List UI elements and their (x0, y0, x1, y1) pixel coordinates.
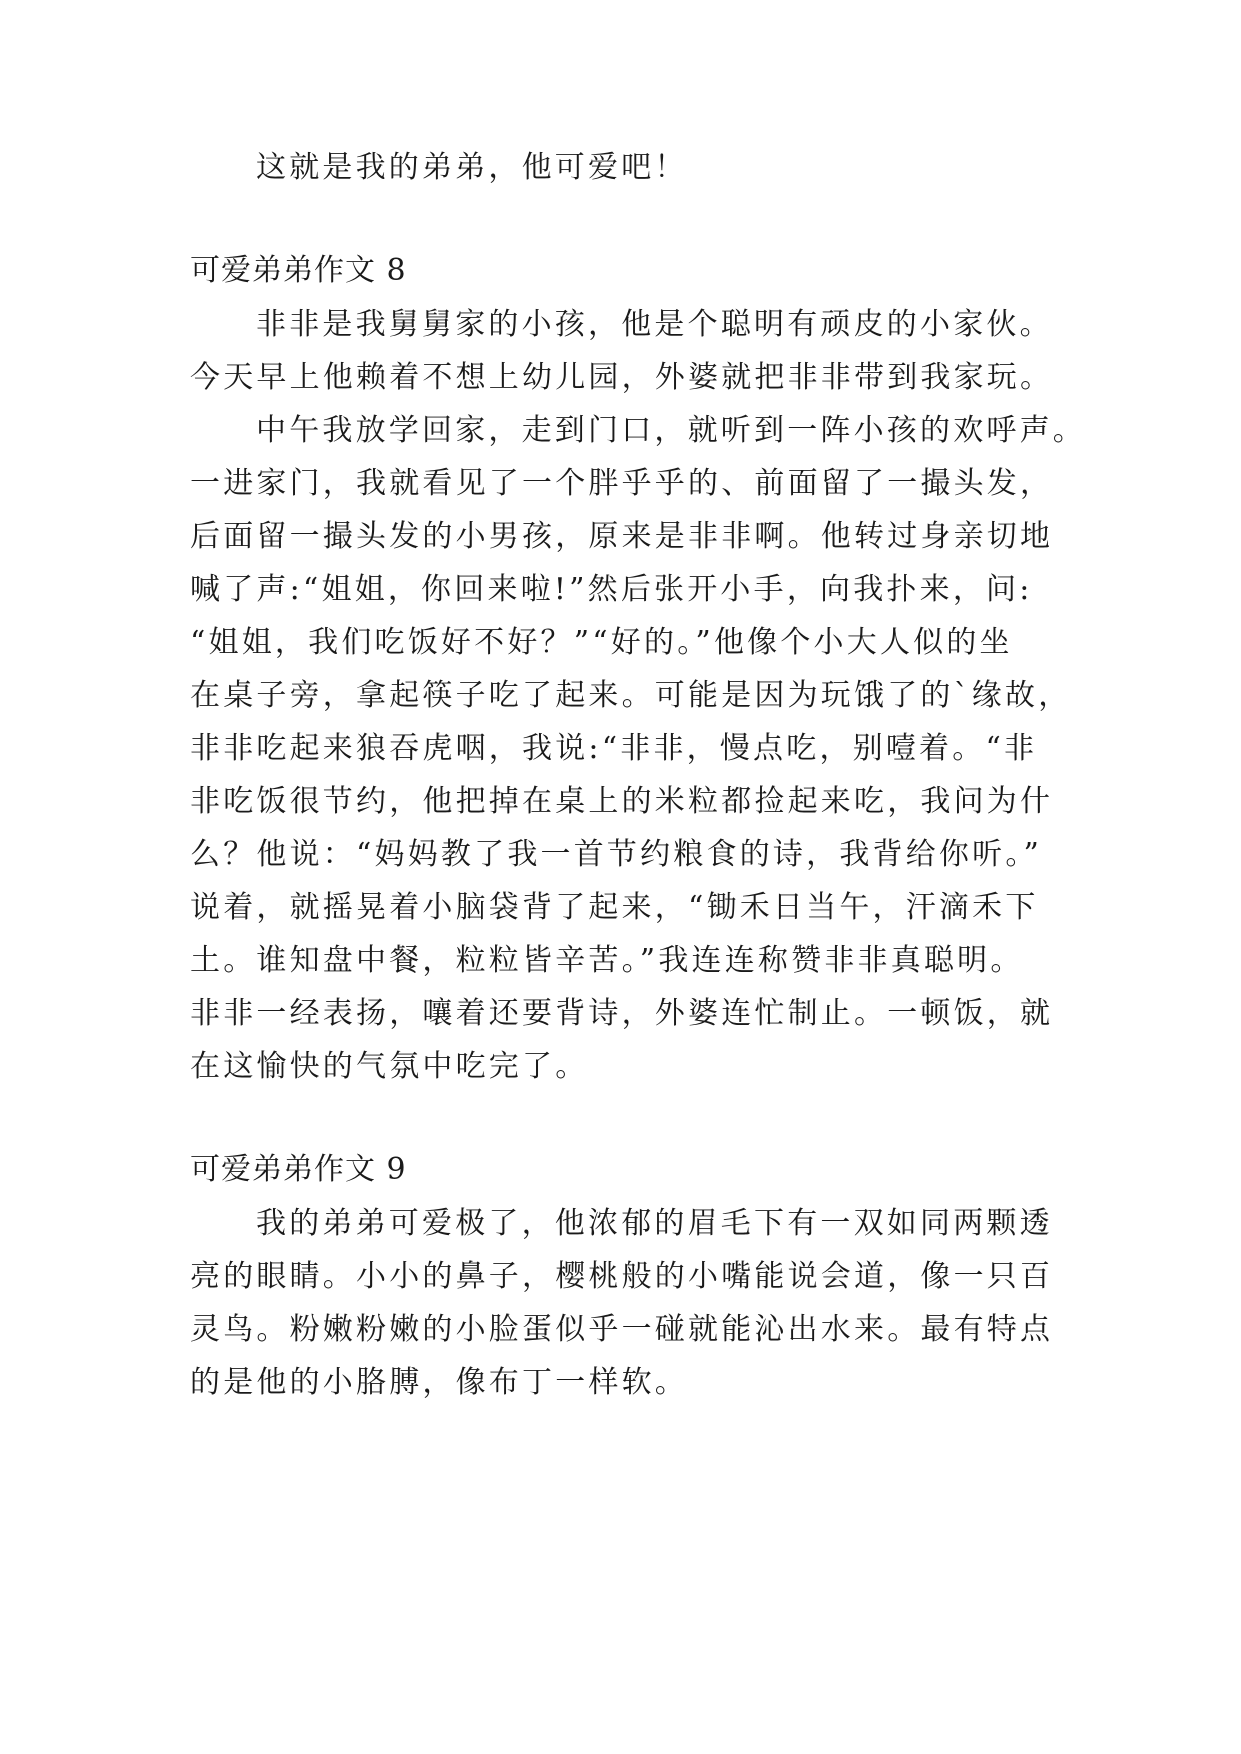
section-8-line: 非非一经表扬，嚷着还要背诗，外婆连忙制止。一顿饭，就 (190, 996, 1054, 1031)
section-8-line: 么？他说：“妈妈教了我一首节约粮食的诗，我背给你听。” (190, 837, 1043, 872)
section-8-line: 非非吃起来狼吞虎咽，我说:“非非，慢点吃，别噎着。“非 (190, 731, 1038, 766)
section-8-line: 一进家门，我就看见了一个胖乎乎的、前面留了一撮头发， (190, 466, 1054, 501)
section-8-line: 非非是我舅舅家的小孩，他是个聪明有顽皮的小家伙。 (256, 307, 1053, 342)
section-9-line: 我的弟弟可爱极了，他浓郁的眉毛下有一双如同两颗透 (256, 1206, 1053, 1241)
section-8-line: 土。谁知盘中餐，粒粒皆辛苦。”我连连称赞非非真聪明。 (190, 943, 1024, 978)
section-9-line: 亮的眼睛。小小的鼻子，樱桃般的小嘴能说会道，像一只百 (190, 1259, 1054, 1294)
section-9-title: 可爱弟弟作文 9 (190, 1152, 407, 1187)
section-8-line: 说着，就摇晃着小脑袋背了起来，“锄禾日当午，汗滴禾下 (190, 890, 1039, 925)
section-8-line: 在桌子旁，拿起筷子吃了起来。可能是因为玩饿了的`缘故， (190, 678, 1072, 713)
section-8-line: 非吃饭很节约，他把掉在桌上的米粒都捡起来吃，我问为什 (190, 784, 1054, 819)
section-8-line: 后面留一撮头发的小男孩，原来是非非啊。他转过身亲切地 (190, 519, 1054, 554)
section-8-line: 在这愉快的气氛中吃完了。 (190, 1049, 589, 1084)
section-8-line: “姐姐，我们吃饭好不好？”“好的。”他像个小大人似的坐 (190, 625, 1013, 660)
section-9-line: 的是他的小胳膊，像布丁一样软。 (190, 1365, 688, 1400)
section-8-title: 可爱弟弟作文 8 (190, 253, 407, 288)
section-8-line: 中午我放学回家，走到门口，就听到一阵小孩的欢呼声。 (256, 413, 1086, 448)
closing-line: 这就是我的弟弟，他可爱吧！ (256, 150, 688, 185)
section-9-line: 灵鸟。粉嫩粉嫩的小脸蛋似乎一碰就能沁出水来。最有特点 (190, 1312, 1054, 1347)
section-8-line: 今天早上他赖着不想上幼儿园，外婆就把非非带到我家玩。 (190, 360, 1054, 395)
section-8-line: 喊了声:“姐姐，你回来啦!”然后张开小手，向我扑来，问: (190, 572, 1033, 607)
